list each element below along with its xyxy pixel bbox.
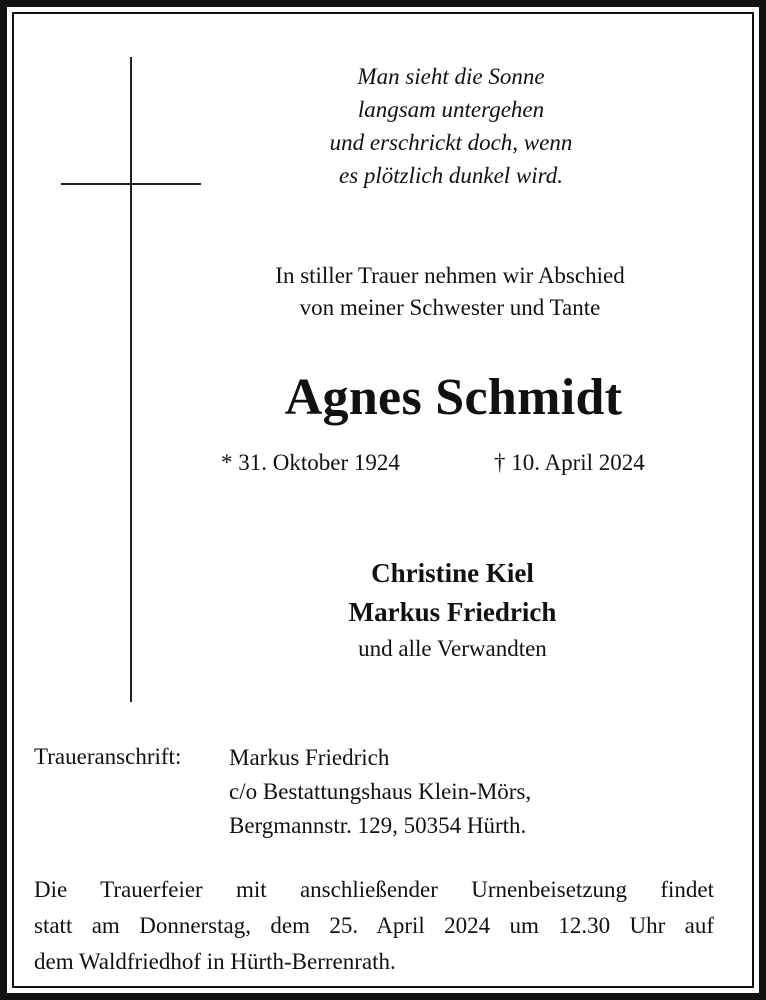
address-label: Traueranschrift:: [34, 744, 182, 769]
intro-text: [190, 260, 710, 324]
intro-line: In stiller Trauer nehmen wir Abschied: [275, 263, 625, 288]
address-block: [229, 741, 531, 843]
relatives-line: und alle Verwandten: [358, 636, 547, 661]
poem-line: es plötzlich dunkel wird.: [338, 163, 563, 188]
ceremony-text: [34, 872, 714, 980]
mourner-name: Christine Kiel: [371, 558, 534, 588]
ceremony-line: Die Trauerfeier mit anschließender Urnenbeisetzung findet: [34, 877, 714, 902]
cross-horizontal-bar: [61, 183, 201, 185]
address-line: Bergmannstr. 129, 50354 Hürth.: [229, 813, 527, 838]
death-date: † 10. April 2024: [494, 450, 645, 475]
poem-line: und erschrickt doch, wenn: [329, 130, 573, 155]
address-line: Markus Friedrich: [229, 745, 390, 770]
poem-line: Man sieht die Sonne: [357, 64, 545, 89]
address-line: c/o Bestattungshaus Klein-Mörs,: [229, 779, 532, 804]
ceremony-line: statt am Donnerstag, dem 25. April 2024 um 12.30 Uhr auf: [34, 913, 714, 938]
poem: [276, 60, 626, 192]
ceremony-line: dem Waldfriedhof in Hürth-Berrenrath.: [34, 949, 396, 974]
intro-line: von meiner Schwester und Tante: [299, 295, 601, 320]
deceased-name: Agnes Schmidt: [284, 369, 623, 426]
poem-line: langsam untergehen: [357, 97, 545, 122]
mourner-name: Markus Friedrich: [348, 597, 557, 627]
birth-date: * 31. Oktober 1924: [221, 450, 400, 475]
cross-vertical-bar: [130, 57, 132, 702]
